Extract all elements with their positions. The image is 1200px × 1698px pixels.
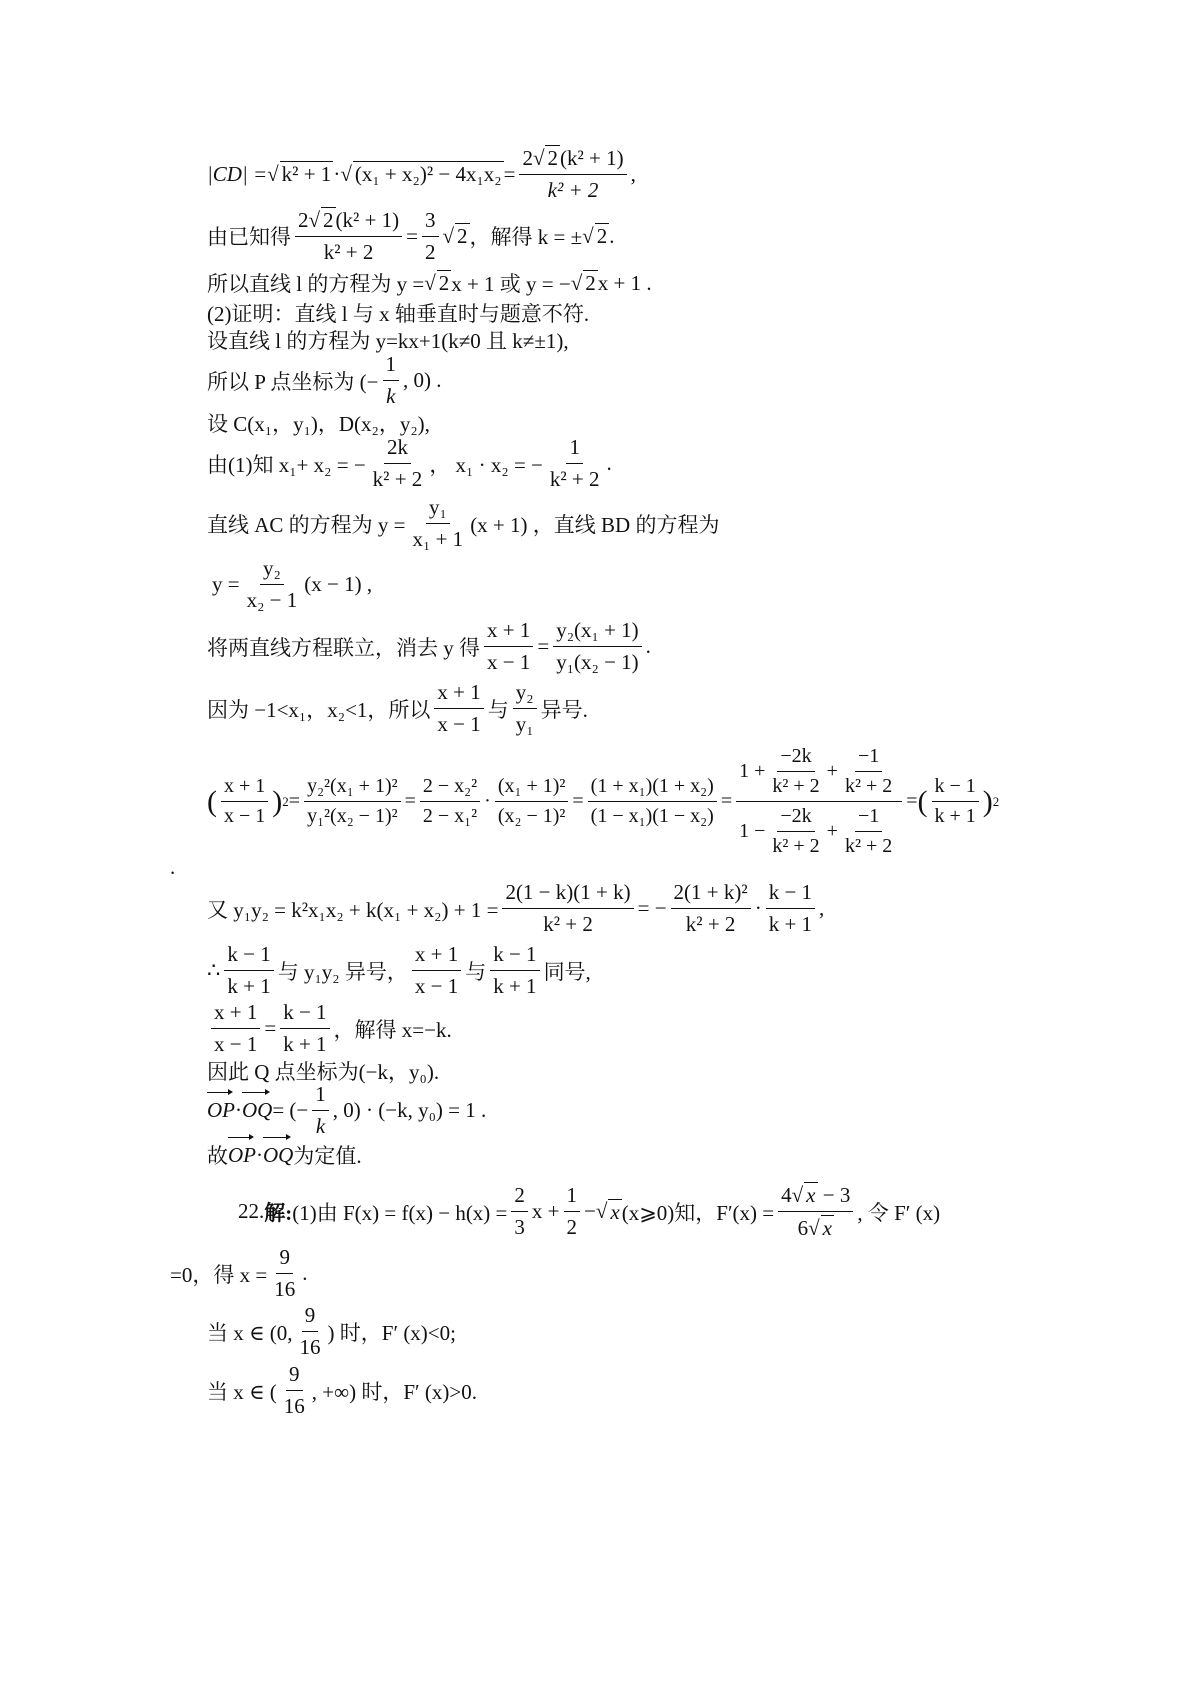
conclusion-line: 故 OP · OQ 为定值. (207, 1142, 362, 1168)
fraction: $\frac{\text{y₂(x₁ + 1)}}{\text{y₁(x₂ − 1)}}$ (553, 618, 641, 675)
fraction: $\frac{\text{2 − x₂²}}{\text{2 − x₁²}}$ (420, 775, 480, 828)
solve-k-line: 由已知得 $\frac{\text{2√ 2(k² + 1)}}{\text{k² + 2}}$ = $\frac{3}{2}$ √ 2 ，解得 k = ± √ 2 . (207, 207, 615, 264)
fraction: $\frac{1}{\text{k² + 2}}$ (549, 435, 600, 491)
fraction: $\frac{\text{2√ 2(k² + 1)}}{\text{k² + 2}}$ (295, 207, 402, 265)
interval-decreasing: 当 x ∈ (0, 9 16 ) 时，F′ (x)<0; (207, 1303, 456, 1359)
critical-point: =0，得 x = $\frac{9}{16}$ . (170, 1245, 308, 1301)
fraction: $\frac{1}{2}$ (564, 1183, 581, 1240)
fraction: $\frac{2}{3}$ (511, 1183, 528, 1240)
fraction: x + 1 x − 1 (434, 680, 483, 737)
cd-length-line: |CD| = √ k² + 1 · √ (x₁ + x₂)² − 4x₁x₂ = $\frac{\text{2√ 2(k² + 1)}}{\text{k² + 2}}$ , (207, 146, 636, 202)
compound-fraction: 1 + $\frac{-2k}{\text{k² + 2}}$ + $\frac{-1}{\text{k² + 2}}$ 1 − $\frac{-2k}{\text{k² + 2}}$ + $\frac{-1}{\text{k² + 2}}$ (736, 745, 902, 858)
fraction: x + 1 x − 1 (412, 942, 461, 999)
y1y2-product: 又 y₁y₂ = k²x₁x₂ + k(x₁ + x₂) + 1 = $\frac{2(1 - k)(1 + k)}{\text{k² + 2}}$ = − $\frac{\text{2(1 + k)²}}{\text{k² + 2}}$ · k − 1 k + 1 , (207, 880, 825, 936)
fraction: $\frac{x + 1}{x - 1}$ (484, 618, 533, 675)
squared-ratio-chain: ( x + 1 x − 1 ) 2 = $\frac{\text{y₂²(x₁ + 1)²}}{\text{y₁²(x₂ − 1)²}}$ = $\frac{\text{2 − x₂²}}{\text{2 − x₁²}}$ · $\frac{\text{(x₁ + 1)²}}{\text{(x₂ − 1)²}}$ = $\frac{\text{(1 + x₁)(1 + x₂)}}{\text{(1 − x₁)(1 − x₂)}}$ = 1 + $\frac{-2k}{\text{k² + 2}}$ + $\frac{-1}{\text{k² + 2}}$ 1 − $\frac{-2k}{\text{k² + 2}}$ + $\frac{-1}{\text{k² + 2}}$ = ( k − 1 k + 1 ) 2 (207, 745, 1000, 857)
point-p-coordinate: 所以 P 点坐标为 (− $\frac{1}{k}$ , 0) . (207, 352, 442, 408)
proof-start: (2)证明：直线 l 与 x 轴垂直时与题意不符. (207, 302, 590, 326)
fraction: $\frac{x + 1}{x - 1}$ (211, 1000, 260, 1057)
fraction: 9 16 (283, 1362, 305, 1418)
sign-argument: 因为 −1<x₁，x₂<1，所以 x + 1 x − 1 与 y₂ y₁ 异号. (207, 680, 588, 736)
fraction: 9 16 (299, 1303, 321, 1359)
fraction: $\frac{\text{(1 + x₁)(1 + x₂)}}{\text{(1 − x₁)(1 − x₂)}}$ (588, 775, 717, 828)
fraction: $\frac{\text{(x₁ + 1)²}}{\text{(x₂ − 1)²}}$ (495, 775, 569, 828)
fraction: $\frac{\text{2(1 + k)²}}{\text{k² + 2}}$ (671, 880, 751, 937)
cd-fraction: $\frac{\text{2√ 2(k² + 1)}}{\text{k² + 2}}$ (519, 145, 626, 203)
fraction: $\frac{\text{y₂²(x₁ + 1)²}}{\text{y₁²(x₂ − 1)²}}$ (304, 775, 401, 828)
fraction: $\frac{9}{16}$ (274, 1245, 296, 1301)
point-q-coordinate: 因此 Q 点坐标为(−k，y₀). (207, 1060, 440, 1084)
sqrt-discriminant: (x₁ + x₂)² − 4x₁x₂ (354, 162, 502, 186)
sqrt-k2-plus-1: k² + 1 (281, 162, 332, 186)
fraction: $\frac{1}{k}$ (383, 352, 400, 409)
fraction: $\frac{2(1 - k)(1 + k)}{\text{k² + 2}}$ (502, 880, 633, 937)
fraction: $\frac{\text{y₂}}{\text{x₂ − 1}}$ (246, 556, 298, 612)
line-bd-equation: y = $\frac{\text{y₂}}{\text{x₂ − 1}}$ (x − 1) , (212, 556, 373, 612)
fraction: k − 1 k + 1 (766, 880, 815, 937)
fraction: $\frac{\text{y₁}}{\text{x₁ + 1}}$ (412, 495, 464, 551)
problem-22-solution: 22. 解: (1)由 F(x) = f(x) − h(x) = $\frac{2}{3}$ x + $\frac{1}{2}$ − √ x (x⩾0)知，F′(x) = $\frac{4√ x - 3}{6√ x}$ , 令 F′ (x) (238, 1183, 941, 1240)
vieta-relations: 由(1)知 x₁+ x₂ = − $\frac{2k}{\text{k² + 2}}$ ， x₁ · x₂ = − $\frac{1}{\text{k² + 2}}$ . (207, 435, 612, 491)
fraction: x + 1 x − 1 (221, 775, 268, 828)
solve-x: $\frac{x + 1}{x - 1}$ = $\frac{k - 1}{k + 1}$ ，解得 x=−k. (207, 1000, 452, 1057)
fraction: k − 1 k + 1 (224, 942, 273, 999)
fraction: $\frac{3}{2}$ (422, 208, 439, 265)
set-line-equation: 设直线 l 的方程为 y=kx+1(k≠0 且 k≠±1), (207, 329, 569, 353)
fraction: y₂ y₁ (513, 680, 537, 737)
fraction: k − 1 k + 1 (932, 775, 979, 828)
fraction: $\frac{2k}{\text{k² + 2}}$ (372, 435, 423, 491)
interval-increasing: 当 x ∈ ( 9 16 , +∞) 时，F′ (x)>0. (207, 1362, 477, 1418)
eliminate-y: 将两直线方程联立，消去 y 得 $\frac{x + 1}{x - 1}$ = $\frac{\text{y₂(x₁ + 1)}}{\text{y₁(x₂ − 1)}}$ . (207, 618, 651, 674)
line-ac-equation: 直线 AC 的方程为 y = $\frac{\text{y₁}}{\text{x₁ + 1}}$ (x + 1) ，直线 BD 的方程为 (207, 495, 720, 551)
fraction: $\frac{k - 1}{k + 1}$ (280, 1000, 329, 1057)
cd-label: |CD| = (207, 161, 268, 186)
stray-period: . (170, 855, 176, 879)
fraction: k − 1 k + 1 (490, 942, 539, 999)
dot-product-line: OP · OQ = (− $\frac{1}{k}$ , 0) · (−k, y₀) = 1 . (207, 1082, 487, 1138)
set-points-cd: 设 C(x₁，y₁)，D(x₂，y₂), (207, 412, 430, 436)
line-equation-result: 所以直线 l 的方程为 y = √ 2 x + 1 或 y = − √ 2 x + 1 . (207, 270, 652, 296)
derivative-fraction: $\frac{4√ x - 3}{6√ x}$ (778, 1182, 853, 1241)
therefore-sign: ∴ k − 1 k + 1 与 y₁y₂ 异号， x + 1 x − 1 与 k − 1 k + 1 同号, (207, 942, 591, 998)
fraction: $\frac{1}{k}$ (312, 1082, 329, 1139)
